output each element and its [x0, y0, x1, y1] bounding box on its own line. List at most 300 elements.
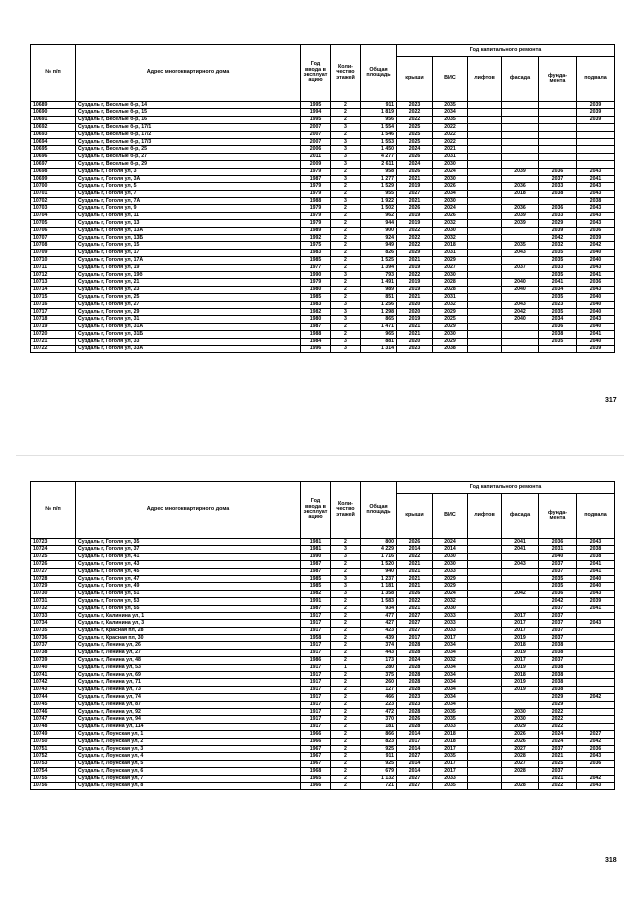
header-foundation: фунда-мента — [539, 57, 577, 102]
cell-vis: 2034 — [433, 686, 468, 693]
cell-roof: 2014 — [397, 731, 433, 738]
cell-roof: 2027 — [397, 753, 433, 760]
cell-facade: 2040 — [502, 316, 539, 323]
cell-num: 10708 — [31, 242, 76, 249]
cell-area: 965 — [361, 331, 397, 338]
cell-foundation — [539, 345, 577, 352]
cell-lift — [468, 220, 502, 227]
cell-facade — [502, 116, 539, 123]
cell-lift — [468, 635, 502, 642]
table-row — [31, 331, 615, 338]
header-num: № п/п — [31, 45, 76, 102]
table-row — [31, 124, 615, 131]
cell-roof: 2023 — [397, 102, 433, 109]
cell-basement: 2039 — [577, 598, 615, 605]
cell-num: 10745 — [31, 701, 76, 708]
cell-foundation: 2035 — [539, 583, 577, 590]
cell-num: 10699 — [31, 175, 76, 182]
table-row — [31, 635, 615, 642]
cell-lift — [468, 649, 502, 656]
cell-foundation: 2037 — [539, 568, 577, 575]
cell-lift — [468, 161, 502, 168]
cell-year: 1967 — [301, 745, 331, 752]
cell-foundation: 2022 — [539, 782, 577, 789]
cell-year: 1990 — [301, 553, 331, 560]
repair-schedule-table — [30, 481, 615, 790]
cell-facade: 2042 — [502, 590, 539, 597]
cell-roof: 2014 — [397, 745, 433, 752]
cell-foundation: 2038 — [539, 649, 577, 656]
page-317-table-area — [30, 44, 614, 353]
cell-vis: 2034 — [433, 672, 468, 679]
cell-foundation: 2025 — [539, 760, 577, 767]
header-repair-group: Год капитального ремонта — [397, 482, 615, 494]
cell-lift — [468, 605, 502, 612]
cell-year: 1979 — [301, 183, 331, 190]
cell-lift — [468, 316, 502, 323]
cell-basement — [577, 161, 615, 168]
cell-floors: 2 — [331, 745, 361, 752]
cell-basement: 2036 — [577, 279, 615, 286]
cell-lift — [468, 775, 502, 782]
cell-roof: 2021 — [397, 583, 433, 590]
cell-year: 1983 — [301, 301, 331, 308]
cell-floors: 3 — [331, 271, 361, 278]
cell-foundation: 2035 — [539, 308, 577, 315]
cell-num: 10713 — [31, 279, 76, 286]
cell-address: Суздаль г, Гоголя ул, 17 — [76, 249, 301, 256]
cell-roof: 2025 — [397, 124, 433, 131]
cell-num: 10738 — [31, 649, 76, 656]
cell-vis: 2033 — [433, 627, 468, 634]
cell-area: 427 — [361, 620, 397, 627]
cell-year: 1987 — [301, 175, 331, 182]
cell-roof: 2028 — [397, 649, 433, 656]
cell-area: 2 611 — [361, 161, 397, 168]
cell-num: 10692 — [31, 124, 76, 131]
cell-area: 181 — [361, 723, 397, 730]
cell-lift — [468, 279, 502, 286]
cell-facade — [502, 235, 539, 242]
cell-basement: 2038 — [577, 198, 615, 205]
cell-vis: 2029 — [433, 575, 468, 582]
cell-facade: 2043 — [502, 561, 539, 568]
cell-num: 10719 — [31, 323, 76, 330]
cell-floors: 2 — [331, 716, 361, 723]
cell-year: 1966 — [301, 731, 331, 738]
cell-foundation: 2024 — [539, 738, 577, 745]
cell-roof: 2026 — [397, 153, 433, 160]
cell-area: 375 — [361, 672, 397, 679]
header-area: Общая площадь — [361, 482, 397, 539]
header-vis: ВИС — [433, 57, 468, 102]
cell-num: 10724 — [31, 546, 76, 553]
cell-vis: 2032 — [433, 657, 468, 664]
cell-roof: 2022 — [397, 242, 433, 249]
cell-lift — [468, 153, 502, 160]
cell-floors: 2 — [331, 708, 361, 715]
cell-floors: 2 — [331, 102, 361, 109]
cell-vis: 2022 — [433, 138, 468, 145]
cell-year: 1968 — [301, 768, 331, 775]
table-row — [31, 760, 615, 767]
cell-floors: 2 — [331, 235, 361, 242]
cell-area: 477 — [361, 612, 397, 619]
cell-num: 10693 — [31, 131, 76, 138]
cell-roof: 2021 — [397, 198, 433, 205]
cell-area: 1 502 — [361, 205, 397, 212]
cell-facade: 2017 — [502, 627, 539, 634]
cell-lift — [468, 686, 502, 693]
cell-vis: 2032 — [433, 301, 468, 308]
table-row — [31, 598, 615, 605]
cell-floors: 2 — [331, 264, 361, 271]
cell-roof: 2021 — [397, 575, 433, 582]
cell-foundation: 2036 — [539, 323, 577, 330]
cell-facade — [502, 161, 539, 168]
table-row — [31, 308, 615, 315]
cell-area: 925 — [361, 760, 397, 767]
cell-floors: 3 — [331, 546, 361, 553]
cell-roof: 2019 — [397, 220, 433, 227]
cell-roof: 2027 — [397, 612, 433, 619]
cell-lift — [468, 345, 502, 352]
table-row — [31, 546, 615, 553]
cell-address: Суздаль г, Калинина ул, 3 — [76, 620, 301, 627]
cell-lift — [468, 768, 502, 775]
cell-roof: 2024 — [397, 146, 433, 153]
table-row — [31, 590, 615, 597]
cell-basement: 2043 — [577, 753, 615, 760]
cell-year: 1979 — [301, 279, 331, 286]
cell-roof: 2021 — [397, 605, 433, 612]
cell-area: 956 — [361, 116, 397, 123]
cell-basement: 2043 — [577, 539, 615, 546]
cell-year: 1989 — [301, 227, 331, 234]
cell-address: Суздаль г, Лоунская ул, 1 — [76, 731, 301, 738]
cell-lift — [468, 583, 502, 590]
cell-num: 10705 — [31, 220, 76, 227]
cell-floors: 3 — [331, 553, 361, 560]
cell-vis: 2029 — [433, 323, 468, 330]
table-row — [31, 701, 615, 708]
cell-foundation: 2039 — [539, 227, 577, 234]
cell-address: Суздаль г, Лоунская ул, 4 — [76, 753, 301, 760]
cell-address: Суздаль г, Ленина ул, 74 — [76, 694, 301, 701]
cell-basement — [577, 768, 615, 775]
cell-lift — [468, 701, 502, 708]
cell-facade — [502, 271, 539, 278]
cell-foundation: 2022 — [539, 716, 577, 723]
cell-foundation: 2029 — [539, 220, 577, 227]
cell-area: 721 — [361, 782, 397, 789]
cell-area: 423 — [361, 627, 397, 634]
table-body — [31, 539, 615, 790]
cell-num: 10706 — [31, 227, 76, 234]
cell-area: 1 394 — [361, 264, 397, 271]
header-year: Год ввода в эксплуат ацию — [301, 482, 331, 539]
table-row — [31, 205, 615, 212]
cell-num: 10727 — [31, 568, 76, 575]
cell-address: Суздаль г, Ленина ул, 94 — [76, 716, 301, 723]
cell-num: 10751 — [31, 745, 76, 752]
cell-roof: 2026 — [397, 205, 433, 212]
cell-year: 1982 — [301, 590, 331, 597]
cell-foundation: 2038 — [539, 190, 577, 197]
cell-floors: 2 — [331, 331, 361, 338]
cell-roof: 2014 — [397, 768, 433, 775]
cell-foundation: 2034 — [539, 316, 577, 323]
cell-year: 1986 — [301, 657, 331, 664]
cell-floors: 3 — [331, 153, 361, 160]
cell-basement: 2036 — [577, 760, 615, 767]
cell-lift — [468, 694, 502, 701]
cell-roof: 2022 — [397, 598, 433, 605]
table-row — [31, 649, 615, 656]
cell-foundation — [539, 198, 577, 205]
cell-roof: 2021 — [397, 561, 433, 568]
cell-floors: 2 — [331, 205, 361, 212]
cell-basement — [577, 146, 615, 153]
cell-address: Суздаль г, Гоголя ул, 7 — [76, 190, 301, 197]
cell-vis: 2021 — [433, 146, 468, 153]
table-row — [31, 775, 615, 782]
cell-lift — [468, 175, 502, 182]
cell-floors: 2 — [331, 738, 361, 745]
cell-roof: 2017 — [397, 738, 433, 745]
cell-basement: 2039 — [577, 102, 615, 109]
cell-floors: 2 — [331, 242, 361, 249]
cell-foundation: 2038 — [539, 642, 577, 649]
table-row — [31, 694, 615, 701]
cell-basement: 2039 — [577, 109, 615, 116]
cell-basement: 2043 — [577, 620, 615, 627]
cell-floors: 2 — [331, 220, 361, 227]
cell-foundation — [539, 153, 577, 160]
cell-roof: 2026 — [397, 539, 433, 546]
cell-basement: 2041 — [577, 331, 615, 338]
cell-lift — [468, 271, 502, 278]
cell-basement: 2042 — [577, 738, 615, 745]
cell-area: 1 553 — [361, 138, 397, 145]
cell-facade — [502, 323, 539, 330]
cell-lift — [468, 146, 502, 153]
cell-num: 10710 — [31, 257, 76, 264]
cell-vis: 2030 — [433, 271, 468, 278]
cell-lift — [468, 227, 502, 234]
cell-address: Суздаль г, Веселые б-р, 17/3 — [76, 138, 301, 145]
table-row — [31, 190, 615, 197]
cell-area: 800 — [361, 539, 397, 546]
cell-foundation: 2021 — [539, 753, 577, 760]
cell-vis: 2034 — [433, 694, 468, 701]
cell-area: 924 — [361, 235, 397, 242]
cell-foundation: 2038 — [539, 686, 577, 693]
cell-roof: 2023 — [397, 694, 433, 701]
cell-roof: 2027 — [397, 190, 433, 197]
cell-roof: 2026 — [397, 590, 433, 597]
cell-year: 1917 — [301, 664, 331, 671]
cell-basement — [577, 672, 615, 679]
cell-basement: 2038 — [577, 546, 615, 553]
cell-year: 1982 — [301, 308, 331, 315]
cell-area: 1 716 — [361, 553, 397, 560]
cell-num: 10703 — [31, 205, 76, 212]
cell-lift — [468, 568, 502, 575]
cell-foundation: 2035 — [539, 575, 577, 582]
cell-roof: 2021 — [397, 568, 433, 575]
cell-facade: 2017 — [502, 612, 539, 619]
cell-area: 1 237 — [361, 575, 397, 582]
header-floors: Коли-чество этажей — [331, 482, 361, 539]
cell-area: 223 — [361, 701, 397, 708]
cell-vis: 2034 — [433, 701, 468, 708]
cell-area: 1 554 — [361, 124, 397, 131]
cell-floors: 2 — [331, 649, 361, 656]
cell-floors: 2 — [331, 782, 361, 789]
table-row — [31, 264, 615, 271]
cell-year: 1996 — [301, 345, 331, 352]
cell-floors: 2 — [331, 286, 361, 293]
cell-num: 10733 — [31, 612, 76, 619]
table-row — [31, 539, 615, 546]
cell-floors: 3 — [331, 345, 361, 352]
header-floors: Коли-чество этажей — [331, 45, 361, 102]
header-address: Адрес многоквартирного дома — [76, 482, 301, 539]
cell-foundation: 2035 — [539, 249, 577, 256]
cell-foundation: 2037 — [539, 635, 577, 642]
table-row — [31, 731, 615, 738]
cell-num: 10722 — [31, 345, 76, 352]
cell-address: Суздаль г, Гоголя ул, 41 — [76, 553, 301, 560]
cell-floors: 2 — [331, 657, 361, 664]
cell-year: 1983 — [301, 249, 331, 256]
cell-basement: 2041 — [577, 568, 615, 575]
cell-basement: 2042 — [577, 242, 615, 249]
table-row — [31, 279, 615, 286]
cell-vis: 2030 — [433, 605, 468, 612]
cell-year: 1917 — [301, 627, 331, 634]
cell-roof: 2021 — [397, 257, 433, 264]
cell-roof: 2022 — [397, 109, 433, 116]
cell-year: 1985 — [301, 294, 331, 301]
cell-basement: 2040 — [577, 323, 615, 330]
cell-lift — [468, 627, 502, 634]
cell-vis: 2034 — [433, 190, 468, 197]
cell-address: Суздаль г, Гоголя ул, 53 — [76, 598, 301, 605]
cell-year: 1917 — [301, 649, 331, 656]
cell-foundation — [539, 131, 577, 138]
cell-vis: 2030 — [433, 561, 468, 568]
cell-facade: 2030 — [502, 716, 539, 723]
cell-year: 1967 — [301, 760, 331, 767]
cell-basement: 2042 — [577, 775, 615, 782]
header-facade: фасада — [502, 57, 539, 102]
cell-lift — [468, 331, 502, 338]
cell-year: 1990 — [301, 271, 331, 278]
cell-foundation: 2031 — [539, 546, 577, 553]
cell-floors: 3 — [331, 146, 361, 153]
cell-address: Суздаль г, Гоголя ул, 17А — [76, 257, 301, 264]
cell-foundation: 2032 — [539, 242, 577, 249]
cell-roof: 2028 — [397, 672, 433, 679]
cell-area: 944 — [361, 220, 397, 227]
cell-year: 1981 — [301, 546, 331, 553]
cell-roof: 2026 — [397, 168, 433, 175]
cell-roof: 2021 — [397, 294, 433, 301]
cell-lift — [468, 198, 502, 205]
cell-area: 443 — [361, 649, 397, 656]
table-row — [31, 198, 615, 205]
cell-area: 127 — [361, 686, 397, 693]
table-row — [31, 138, 615, 145]
cell-vis: 2032 — [433, 235, 468, 242]
cell-lift — [468, 539, 502, 546]
cell-basement: 2038 — [577, 553, 615, 560]
cell-address: Суздаль г, Ленина ул, 114 — [76, 723, 301, 730]
header-area: Общая площадь — [361, 45, 397, 102]
cell-num: 10726 — [31, 561, 76, 568]
cell-roof: 2026 — [397, 716, 433, 723]
header-roof: крыши — [397, 494, 433, 539]
cell-num: 10698 — [31, 168, 76, 175]
cell-foundation: 2033 — [539, 183, 577, 190]
cell-address: Суздаль г, Гоголя ул, 33 — [76, 338, 301, 345]
cell-year: 2006 — [301, 146, 331, 153]
cell-floors: 2 — [331, 694, 361, 701]
cell-vis: 2026 — [433, 183, 468, 190]
cell-vis: 2035 — [433, 102, 468, 109]
cell-roof: 2017 — [397, 635, 433, 642]
cell-foundation: 2033 — [539, 212, 577, 219]
cell-lift — [468, 620, 502, 627]
table-row — [31, 745, 615, 752]
cell-year: 1984 — [301, 338, 331, 345]
cell-facade — [502, 775, 539, 782]
cell-facade — [502, 568, 539, 575]
cell-roof: 2029 — [397, 249, 433, 256]
cell-foundation: 2038 — [539, 679, 577, 686]
cell-floors: 2 — [331, 168, 361, 175]
table-row — [31, 575, 615, 582]
cell-lift — [468, 190, 502, 197]
cell-num: 10740 — [31, 664, 76, 671]
cell-floors: 2 — [331, 212, 361, 219]
cell-area: 1 525 — [361, 257, 397, 264]
cell-address: Суздаль г, Лоунская ул, 8 — [76, 782, 301, 789]
table-row — [31, 345, 615, 352]
cell-vis: 2032 — [433, 598, 468, 605]
cell-basement: 2043 — [577, 264, 615, 271]
cell-vis: 2030 — [433, 553, 468, 560]
cell-basement — [577, 649, 615, 656]
cell-year: 1991 — [301, 598, 331, 605]
cell-area: 900 — [361, 227, 397, 234]
table-row — [31, 102, 615, 109]
cell-facade — [502, 331, 539, 338]
cell-roof: 2020 — [397, 308, 433, 315]
cell-area: 1 546 — [361, 131, 397, 138]
cell-foundation: 2041 — [539, 279, 577, 286]
cell-year: 1979 — [301, 212, 331, 219]
cell-foundation — [539, 102, 577, 109]
cell-floors: 2 — [331, 627, 361, 634]
cell-basement: 2040 — [577, 301, 615, 308]
cell-floors: 2 — [331, 539, 361, 546]
cell-num: 10756 — [31, 782, 76, 789]
header-foundation: фунда-мента — [539, 494, 577, 539]
cell-area: 851 — [361, 294, 397, 301]
